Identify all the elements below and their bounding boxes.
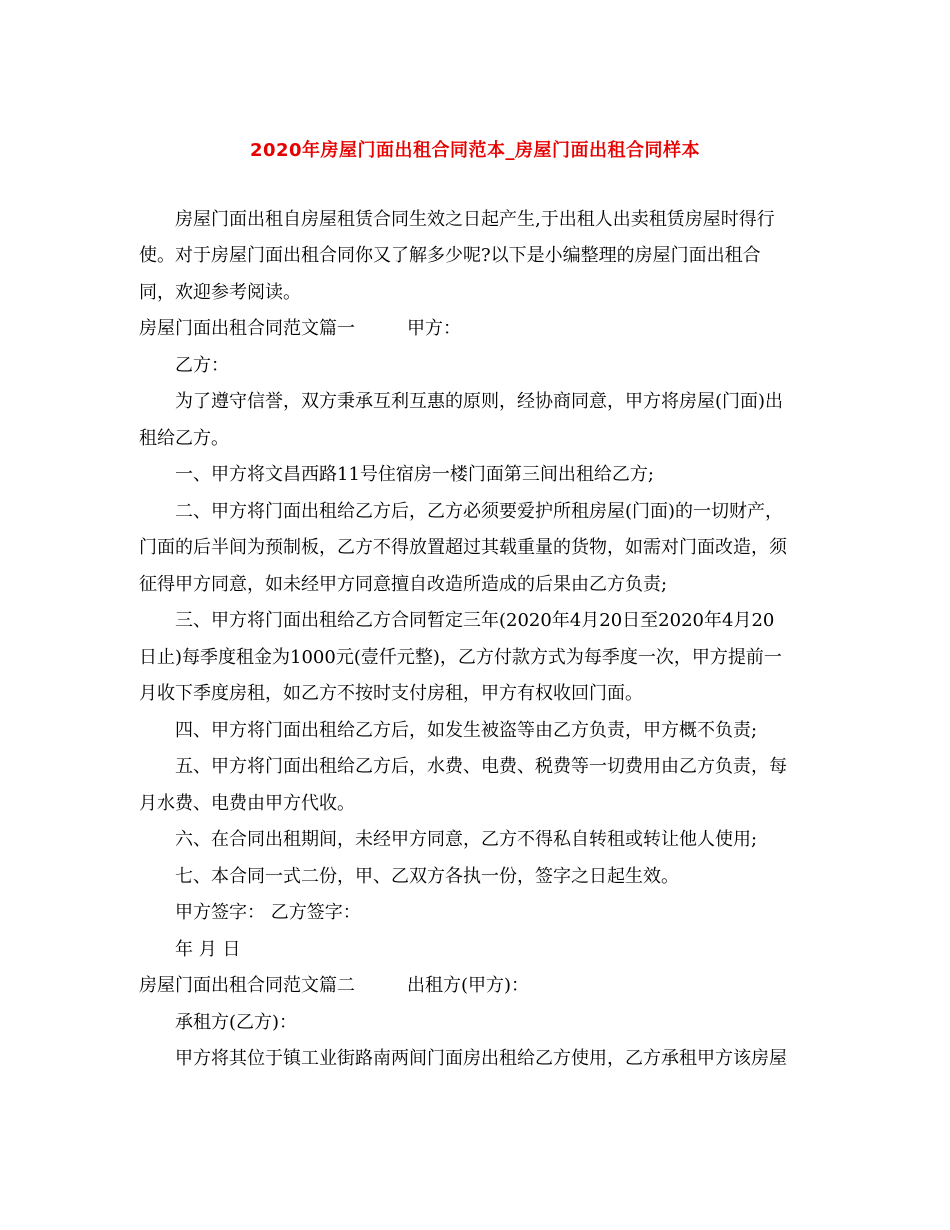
clause-line: 七、本合同一式二份，甲、乙双方各执一份，签字之日起生效。 [175,866,679,887]
signature-line: 甲方签字： 乙方签字： [175,902,361,923]
clause-line: 六、在合同出租期间，未经甲方同意，乙方不得私自转租或转让他人使用; [175,829,758,850]
party-b-label: 乙方： [175,355,229,376]
section-heading-line [139,974,819,998]
clause-line: 月水费、电费由甲方代收。 [139,793,355,814]
paragraph-line: 为了遵守信誉，双方秉承互利互惠的原则，经协商同意，甲方将房屋(门面)出 [175,391,784,412]
clause-line: 二、甲方将门面出租给乙方后，乙方必须要爱护所租房屋(门面)的一切财产， [175,501,784,522]
clause-line: 月收下季度房租，如乙方不按时支付房租，甲方有权收回门面。 [139,683,643,704]
section-heading-line [139,317,819,341]
document-title: 2020年房屋门面出租合同范本_房屋门面出租合同样本 [249,140,701,161]
lessor-label: 出租方(甲方)： [407,975,530,996]
clause-line: 四、甲方将门面出租给乙方后，如发生被盗等由乙方负责，甲方概不负责; [175,720,758,741]
section-heading: 房屋门面出租合同范文篇二 [139,975,355,996]
paragraph-line: 使。对于房屋门面出租合同你又了解多少呢?以下是小编整理的房屋门面出租合 [139,245,761,266]
clause-line: 日止)每季度租金为1000元(壹仟元整)，乙方付款方式为每季度一次，甲方提前一 [139,647,782,668]
clause-line: 三、甲方将门面出租给乙方合同暂定三年(2020年4月20日至2020年4月20 [175,610,775,631]
clause-line: 五、甲方将门面出租给乙方后，水费、电费、税费等一切费用由乙方负责，每 [175,756,787,777]
date-line: 年 月 日 [175,939,241,960]
party-a-label: 甲方： [407,318,461,339]
clause-line: 征得甲方同意，如未经甲方同意擅自改造所造成的后果由乙方负责; [139,574,668,595]
clause-line: 一、甲方将文昌西路11号住宿房一楼门面第三间出租给乙方; [175,464,654,485]
section-heading: 房屋门面出租合同范文篇一 [139,318,355,339]
paragraph-line: 房屋门面出租自房屋租赁合同生效之日起产生,于出租人出卖租赁房屋时得行 [175,209,775,230]
paragraph-line: 租给乙方。 [139,428,229,449]
paragraph-line: 甲方将其位于镇工业街路南两间门面房出租给乙方使用，乙方承租甲方该房屋 [175,1048,787,1069]
clause-line: 门面的后半间为预制板，乙方不得放置超过其载重量的货物，如需对门面改造，须 [139,537,787,558]
paragraph-line: 同，欢迎参考阅读。 [139,282,301,303]
lessee-label: 承租方(乙方)： [175,1012,298,1033]
